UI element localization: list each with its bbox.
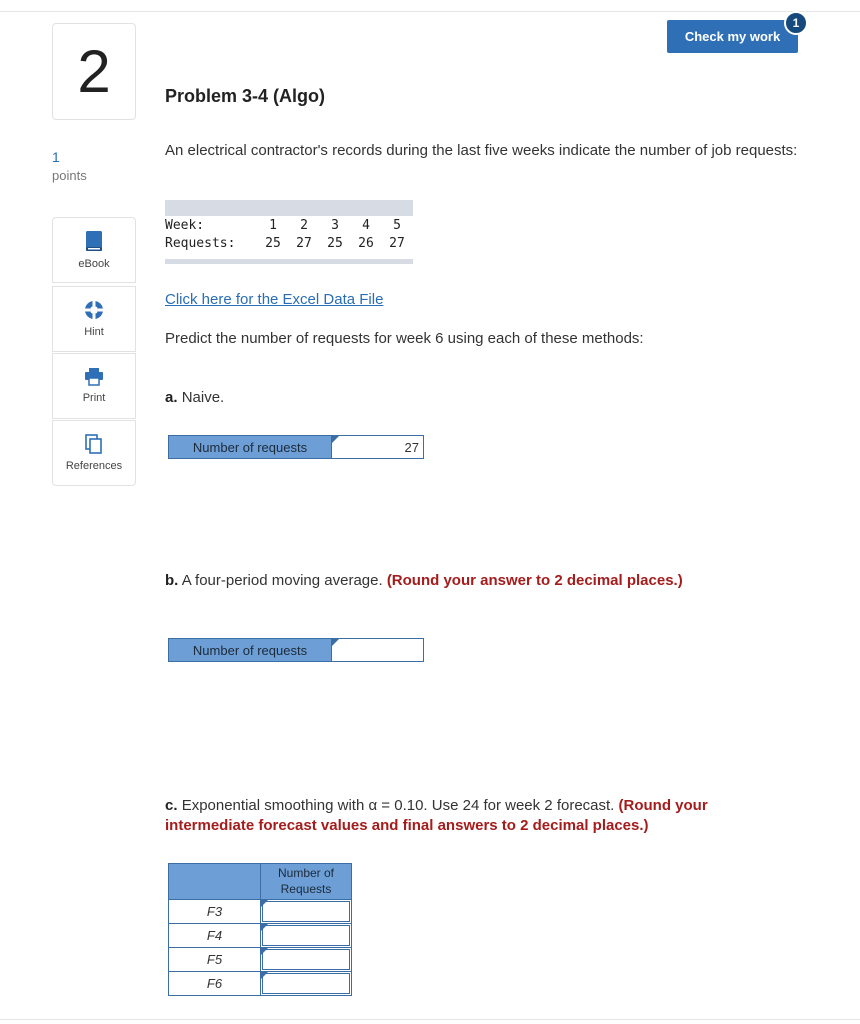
question-number: 2 [52,23,136,120]
part-a-text: Naive. [181,389,225,406]
part-a-letter: a. [165,389,178,406]
predict-instructions: Predict the number of requests for week 6 using each of these methods: [165,330,644,347]
table-header [169,864,351,899]
f6-input[interactable] [260,972,351,995]
requests-value: 25 [327,236,343,251]
requests-label: Requests: [165,236,236,251]
requests-data-block [165,200,413,265]
part-b-text: A four-period moving average. [181,572,383,589]
requests-row [165,236,413,254]
f5-input[interactable] [260,948,351,971]
f3-input[interactable] [260,900,351,923]
input-flag-icon [261,924,268,931]
lifebuoy-icon [84,300,104,320]
forecast-label: F6 [206,976,223,991]
problem-intro: An electrical contractor's records during the last five weeks indicate the number of job requests: [165,142,798,159]
part-c-letter: c. [165,797,178,814]
input-box [262,949,350,970]
hint-label: Hint [84,326,104,338]
data-block-bottom-bar [165,259,413,264]
requests-value: 26 [358,236,374,251]
table-row [169,947,351,971]
week-value: 3 [331,218,339,233]
part-b-answer-input[interactable] [331,639,423,661]
print-label: Print [82,392,106,404]
print-button[interactable] [52,353,136,419]
table-column-header: Number of Requests [260,864,351,899]
part-b-prompt [165,571,683,591]
ebook-label: eBook [78,258,110,270]
part-b-letter: b. [165,572,179,589]
input-flag-icon [261,972,268,979]
input-flag-icon [332,436,339,443]
part-b-answer-row [168,638,424,662]
week-value: 5 [393,218,401,233]
ebook-button[interactable] [52,217,136,283]
copy-icon [85,434,103,454]
printer-icon [84,368,104,386]
week-value: 4 [362,218,370,233]
input-box [262,973,350,994]
problem-title: Problem 3-4 (Algo) [165,86,326,106]
input-box [262,901,350,922]
week-label: Week: [165,218,205,233]
points-label: points [52,168,87,183]
part-b-row-label: Number of requests [169,639,331,661]
table-row [169,971,351,995]
requests-value: 27 [389,236,405,251]
requests-value: 25 [265,236,281,251]
requests-value: 27 [296,236,312,251]
exponential-smoothing-table [168,863,352,996]
part-a-prompt [165,388,224,408]
part-c-text: Exponential smoothing with α = 0.10. Use 24 for week 2 forecast. [181,797,615,814]
forecast-label: F4 [206,928,223,943]
part-b-rounding-note: (Round your answer to 2 decimal places.) [386,572,683,589]
input-flag-icon [332,639,339,646]
table-header-blank [169,864,260,899]
bottom-rule [0,1019,860,1020]
hint-button[interactable] [52,286,136,352]
week-row [165,218,413,236]
book-icon [85,230,103,252]
check-count-badge: 1 [784,11,808,35]
input-flag-icon [261,900,268,907]
references-button[interactable] [52,420,136,486]
table-row [169,923,351,947]
excel-data-link[interactable]: Click here for the Excel Data File [165,291,384,308]
input-box [262,925,350,946]
week-value: 1 [269,218,277,233]
part-a-answer-value: 27 [404,439,419,455]
forecast-label: F3 [206,904,223,919]
input-flag-icon [261,948,268,955]
points-value: 1 [52,149,60,165]
forecast-label: F5 [206,952,223,967]
f4-input[interactable] [260,924,351,947]
part-c-rounding-note: (Round your intermediate forecast values and final answers to 2 decimal places.) [165,797,708,834]
part-c-prompt [165,796,765,836]
check-my-work-button[interactable]: Check my work [667,20,798,53]
part-a-answer-input[interactable] [331,436,423,458]
part-a-row-label: Number of requests [169,436,331,458]
references-label: References [65,460,123,472]
table-row [169,899,351,923]
data-block-top-bar [165,200,413,216]
top-rule [0,11,860,12]
part-a-answer-row [168,435,424,459]
week-value: 2 [300,218,308,233]
